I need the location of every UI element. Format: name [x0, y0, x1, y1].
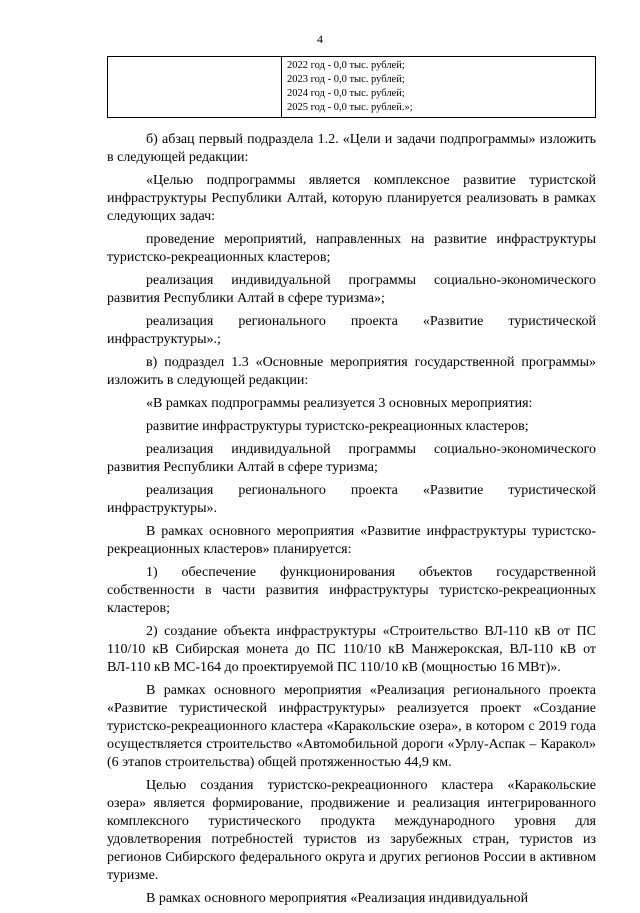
paragraph: реализация индивидуальной программы социально-экономического развития Республики Алтай в сфере туризма; [107, 442, 596, 475]
page-number: 4 [317, 32, 323, 46]
budget-table [107, 56, 596, 118]
paragraph: В рамках основного мероприятия «Развитие инфраструктуры туристско-рекреационных кластеров» планируется: [107, 524, 596, 557]
paragraph: реализация регионального проекта «Развитие туристической инфраструктуры». [107, 483, 596, 516]
paragraph: 2) создание объекта инфраструктуры «Строительство ВЛ-110 кВ от ПС 110/10 кВ Сибирская монета до ПС 110/10 кВ Манжерокская, ВЛ-110 кВ от ВЛ-110 кВ МС-164 до проектируемой ПС 110/10 кВ (мощностью 16 МВт)». [107, 624, 596, 675]
paragraph: реализация регионального проекта «Развитие туристической инфраструктуры».; [107, 314, 596, 347]
paragraph: 1) обеспечение функционирования объектов государственной собственности в части развития инфраструктуры туристско-рекреационных кластеров; [107, 565, 596, 616]
document-body [107, 131, 596, 913]
paragraph: развитие инфраструктуры туристско-рекреационных кластеров; [146, 419, 529, 434]
budget-line: 2025 год - 0,0 тыс. рублей.»; [287, 102, 413, 113]
table-row [108, 57, 596, 118]
paragraph: «В рамках подпрограммы реализуется 3 основных мероприятия: [146, 396, 533, 411]
paragraph: «Целью подпрограммы является комплексное развитие туристской инфраструктуры Республики Алтай, которую планируется реализовать в рамках следующих задач: [107, 173, 596, 224]
paragraph: реализация индивидуальной программы социально-экономического развития Республики Алтай в сфере туризма»; [107, 273, 596, 306]
paragraph: В рамках основного мероприятия «Реализация индивидуальной [146, 891, 529, 906]
paragraph: проведение мероприятий, направленных на развитие инфраструктуры туристско-рекреационных кластеров; [107, 232, 596, 265]
paragraph: б) абзац первый подраздела 1.2. «Цели и задачи подпрограммы» изложить в следующей редакции: [107, 132, 596, 165]
table-cell-budget [282, 57, 596, 118]
budget-line: 2023 год - 0,0 тыс. рублей; [287, 74, 405, 85]
paragraph: в) подраздел 1.3 «Основные мероприятия государственной программы» изложить в следующей редакции: [107, 355, 596, 388]
paragraph: Целью создания туристско-рекреационного кластера «Каракольские озера» является формирование, продвижение и реализация интегрированного комплексного туристического продукта международного уровня для удовлетворения потребностей туристов из зарубежных стран, туристов из регионов Сибирского федерального округа и других регионов России в активном туризме. [107, 778, 596, 883]
paragraph: В рамках основного мероприятия «Реализация регионального проекта «Развитие туристической инфраструктуры» реализуется проект «Создание туристско-рекреационного кластера «Каракольские озера», в котором с 2019 года осуществляется строительство «Автомобильной дороги «Урлу-Аспак – Каракол» (6 этапов строительства) общей протяженностью 44,9 км. [107, 683, 596, 770]
budget-line: 2022 год - 0,0 тыс. рублей; [287, 60, 405, 71]
budget-line: 2024 год - 0,0 тыс. рублей; [287, 88, 405, 99]
table-cell-left [108, 57, 282, 118]
